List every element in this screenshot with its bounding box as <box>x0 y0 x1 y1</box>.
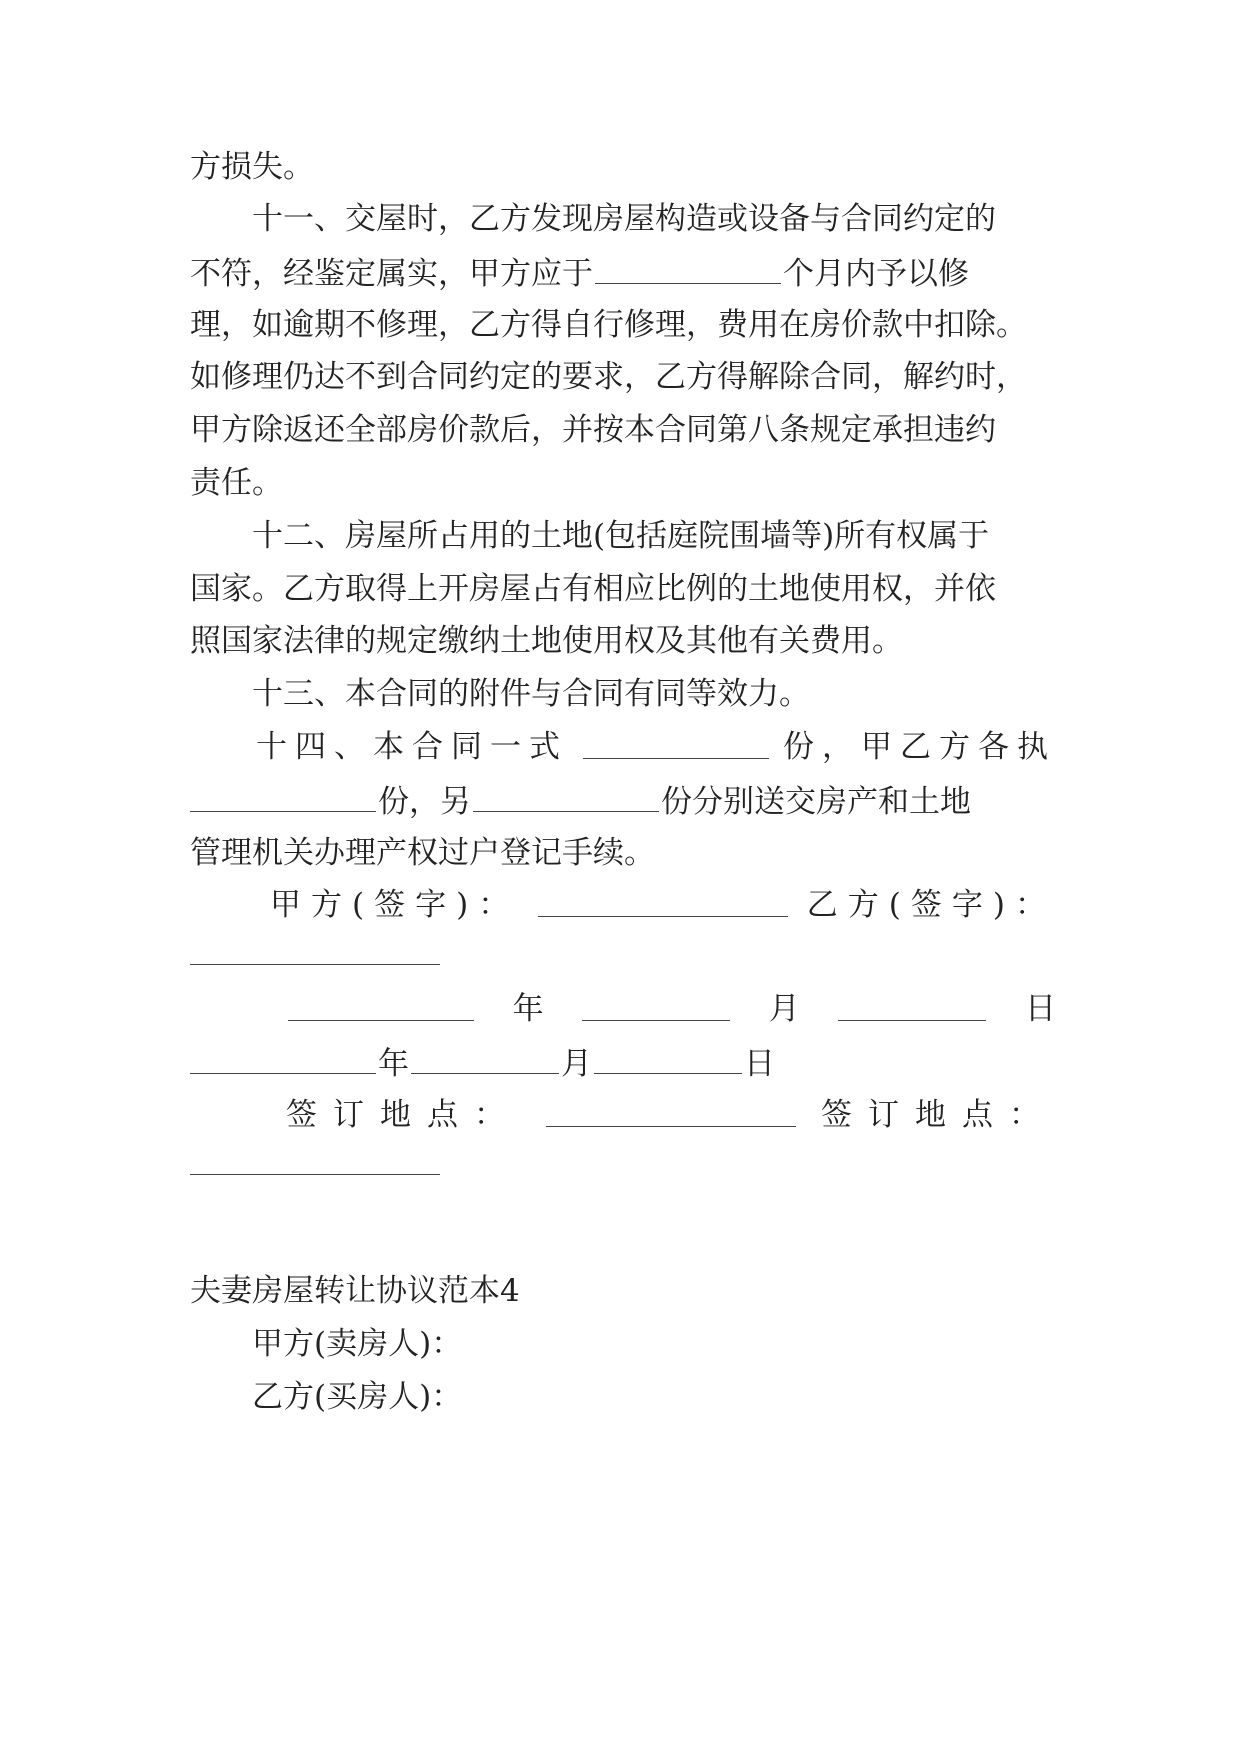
party-b-place-label: 签订地点： <box>821 1097 1056 1133</box>
clause-11-line-5: 甲方除返还全部房价款后，并按本合同第八条规定承担违约 <box>190 412 996 448</box>
clause-14-line-2: 份，另 份分别送交房产和土地 <box>190 771 1056 829</box>
clause-14-line-1: 十四、本合同一式 份，甲乙方各执 <box>190 718 1056 776</box>
party-a-signature-label: 甲方(签字)： <box>270 887 520 923</box>
party-b-year-field[interactable] <box>190 1033 376 1074</box>
party-a-month-field[interactable] <box>582 980 730 1021</box>
party-a-day-field[interactable] <box>838 980 986 1021</box>
party-b-signature-label: 乙方(签字)： <box>806 887 1056 923</box>
seller-line: 甲方(卖房人)： <box>252 1326 463 1362</box>
agreement-4-title: 夫妻房屋转让协议范本4 <box>190 1273 520 1309</box>
clause-11-line-2: 不符，经鉴定属实，甲方应于 个月内予以修 <box>190 243 1056 301</box>
clause-12-line-1: 十二、房屋所占用的土地(包括庭院围墙等)所有权属于 <box>252 518 990 554</box>
clause-11-line-4: 如修理仍达不到合同约定的要求，乙方得解除合同，解约时， <box>190 359 1027 395</box>
party-b-place-row <box>190 1134 1056 1192</box>
text-continuation: 方损失。 <box>190 149 314 185</box>
buyer-line: 乙方(买房人)： <box>252 1379 463 1415</box>
party-a-place-field[interactable] <box>546 1086 796 1127</box>
copies-total-blank[interactable] <box>583 718 769 759</box>
party-a-signature-field[interactable] <box>538 876 788 917</box>
party-a-place-label: 签订地点： <box>286 1097 521 1133</box>
party-b-signature-field[interactable] <box>190 924 440 965</box>
clause-11-line-1: 十一、交屋时，乙方发现房屋构造或设备与合同约定的 <box>252 201 996 237</box>
date-line-b: 年 月 日 <box>190 1033 1056 1091</box>
text-line <box>190 138 1056 196</box>
copies-each-blank[interactable] <box>190 771 376 812</box>
clause-11-line-6: 责任。 <box>190 465 283 501</box>
party-a-year-field[interactable] <box>288 980 474 1021</box>
party-b-month-field[interactable] <box>411 1033 559 1074</box>
party-b-signature-row <box>190 924 1056 982</box>
copies-other-blank[interactable] <box>473 771 659 812</box>
party-b-day-field[interactable] <box>594 1033 742 1074</box>
clause-12-line-3: 照国家法律的规定缴纳土地使用权及其他有关费用。 <box>190 623 903 659</box>
clause-11-line-3: 理，如逾期不修理，乙方得自行修理，费用在房价款中扣除。 <box>190 307 1027 343</box>
clause-14-line-3: 管理机关办理产权过户登记手续。 <box>190 835 655 871</box>
clause-12-line-2: 国家。乙方取得上开房屋占有相应比例的土地使用权，并依 <box>190 571 996 607</box>
months-blank[interactable] <box>595 243 781 284</box>
clause-13-line: 十三、本合同的附件与合同有同等效力。 <box>252 676 810 712</box>
date-line-a: 年 月 日 <box>190 980 1056 1038</box>
party-b-place-field[interactable] <box>190 1134 440 1175</box>
